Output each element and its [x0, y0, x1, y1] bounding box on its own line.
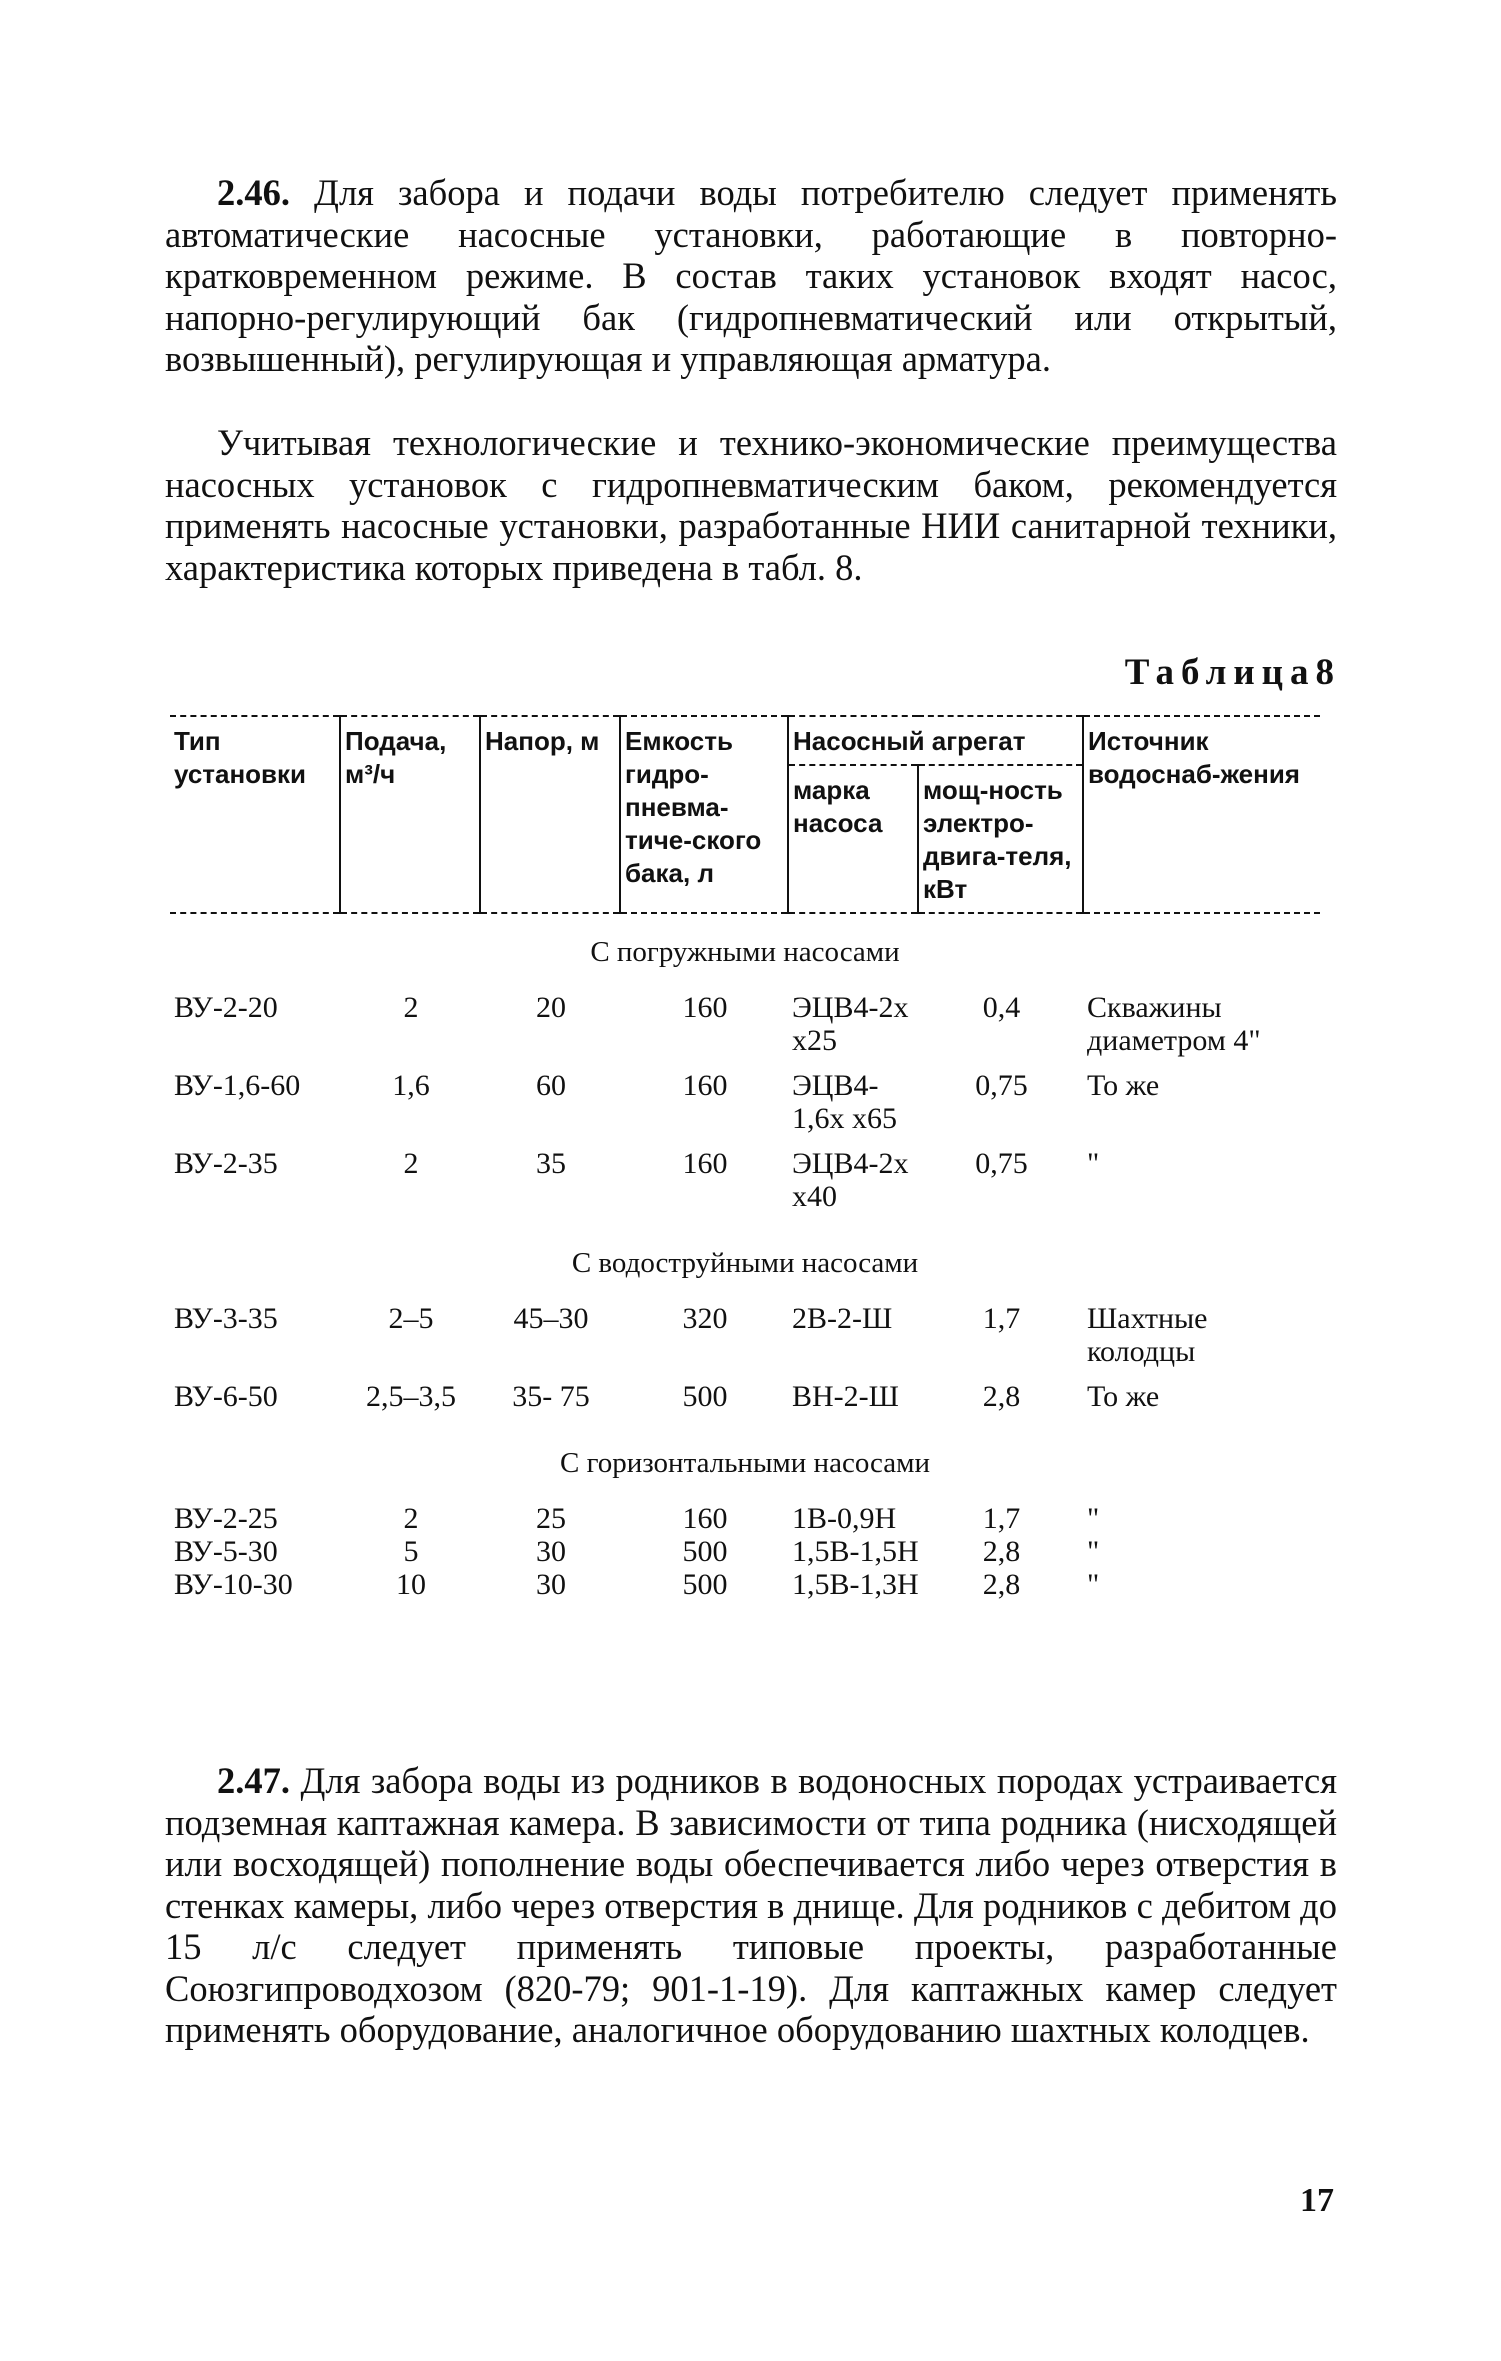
table-cell: 500	[682, 1380, 728, 1413]
paragraph-2-47	[165, 1760, 1337, 2051]
row-spacer	[170, 1368, 1320, 1380]
table-cell: Скважины диаметром 4"	[1087, 991, 1261, 1057]
table-cell: ВУ-10-30	[174, 1568, 293, 1601]
row-spacer	[170, 1413, 1320, 1425]
table-cell: ВУ-6-50	[174, 1380, 278, 1413]
table-cell: ЭЦВ4-2х х40	[792, 1147, 909, 1213]
table-cell: 2	[403, 1502, 419, 1535]
header-source: Источник водоснаб-жения	[1083, 716, 1320, 913]
table-cell: 5	[403, 1535, 419, 1568]
table-cell: 1,5В-1,3Н	[792, 1568, 919, 1601]
table-row	[170, 991, 1320, 1057]
paragraph-2-46-continued	[165, 422, 1337, 588]
table-cell: 2,8	[982, 1568, 1021, 1601]
table-cell: 500	[682, 1535, 728, 1568]
table-row	[170, 1568, 1320, 1601]
table-row	[170, 1302, 1320, 1368]
header-pump-group: Насосный агрегат	[788, 716, 1083, 765]
table-cell: ВУ-2-35	[174, 1147, 278, 1180]
table-caption: Таблица8	[1124, 652, 1341, 693]
table-cell: ВУ-2-25	[174, 1502, 278, 1535]
table-cell: 1,6	[392, 1069, 430, 1102]
table-cell: 2,5–3,5	[366, 1380, 456, 1413]
table-cell: 0,75	[975, 1147, 1028, 1180]
table-cell: 35- 75	[512, 1380, 590, 1413]
table-cell: 1,7	[982, 1502, 1021, 1535]
table-cell: 35	[536, 1147, 566, 1180]
paragraph-number: 2.46.	[217, 172, 290, 213]
header-flow: Подача, м³/ч	[340, 716, 480, 913]
table-cell: 160	[682, 991, 728, 1024]
header-tank: Емкость гидро-пневма-тиче-ского бака, л	[620, 716, 788, 913]
table-row	[170, 1069, 1320, 1135]
row-spacer	[170, 1135, 1320, 1147]
row-spacer	[170, 1057, 1320, 1069]
row-spacer-cell	[170, 1413, 1320, 1425]
table-cell: ВУ-5-30	[174, 1535, 278, 1568]
paragraph-number: 2.47.	[217, 1760, 290, 1801]
paragraph-text: Учитывая технологические и технико-экономические преимущества насосных установок с гидропневматическим баком, рекомендуется применять насосные установки, разработанные НИИ санитарной техники, характеристика которых приведена в табл. 8.	[165, 422, 1337, 588]
table-cell: ВУ-1,6-60	[174, 1069, 301, 1102]
table-cell: 160	[682, 1069, 728, 1102]
table-cell: 1В-0,9Н	[792, 1502, 897, 1535]
table-row	[170, 1535, 1320, 1568]
table-cell: 45–30	[513, 1302, 589, 1335]
section-title: С погружными насосами	[590, 936, 900, 968]
paragraph-2-46	[165, 172, 1337, 380]
table-cell: 20	[536, 991, 566, 1024]
section-title: С водоструйными насосами	[571, 1247, 919, 1279]
table-cell: 25	[536, 1502, 566, 1535]
table-cell: "	[1087, 1147, 1100, 1180]
table-cell: ВУ-3-35	[174, 1302, 278, 1335]
page-number: 17	[1300, 2182, 1334, 2219]
table-cell: То же	[1087, 1380, 1160, 1413]
table-cell: 2,8	[982, 1380, 1021, 1413]
section-title: С горизонтальными насосами	[559, 1447, 931, 1479]
table-cell: 0,4	[982, 991, 1021, 1024]
row-spacer-cell	[170, 1057, 1320, 1069]
pump-installations-table	[170, 715, 1320, 1601]
table-cell: ЭЦВ4-1,6х х65	[792, 1069, 897, 1135]
table-cell: ВУ-2-20	[174, 991, 278, 1024]
table-cell: 30	[536, 1535, 566, 1568]
table-cell: 0,75	[975, 1069, 1028, 1102]
table-cell: "	[1087, 1502, 1100, 1535]
row-spacer-cell	[170, 1368, 1320, 1380]
header-head: Напор, м	[480, 716, 620, 913]
table-cell: 320	[682, 1302, 728, 1335]
header-pump-brand: марка насоса	[788, 765, 918, 913]
table-cell: 1,7	[982, 1302, 1021, 1335]
section-row	[170, 1425, 1320, 1502]
table-cell: "	[1087, 1535, 1100, 1568]
table-cell: 160	[682, 1502, 728, 1535]
header-motor-power: мощ-ность электро-двига-теля, кВт	[918, 765, 1083, 913]
table-cell: 2	[403, 991, 419, 1024]
paragraph-text: Для забора и подачи воды потребителю следует применять автоматические насосные установки, работающие в повторно-кратковременном режиме. В состав таких установок входят насос, напорно-регулирующий бак (гидропневматический или открытый, возвышенный), регулирующая и управляющая арматура.	[165, 172, 1337, 379]
table-row	[170, 1147, 1320, 1213]
row-spacer-cell	[170, 1213, 1320, 1225]
table-cell: 60	[536, 1069, 566, 1102]
section-row	[170, 913, 1320, 991]
table-cell: 2,8	[982, 1535, 1021, 1568]
table-cell: 2	[403, 1147, 419, 1180]
table-cell: Шахтные колодцы	[1087, 1302, 1208, 1368]
header-type: Тип установки	[170, 716, 340, 913]
table-cell: 500	[682, 1568, 728, 1601]
table-cell: То же	[1087, 1069, 1160, 1102]
table-cell: 1,5В-1,5Н	[792, 1535, 919, 1568]
table-cell: 30	[536, 1568, 566, 1601]
table-cell: 160	[682, 1147, 728, 1180]
table-cell: "	[1087, 1568, 1100, 1601]
table-cell: 10	[396, 1568, 426, 1601]
table-body	[170, 913, 1320, 1601]
paragraph-text: Для забора воды из родников в водоносных породах устраивается подземная каптажная камера. В зависимости от типа родника (нисходящей или восходящей) пополнение воды обеспечивается либо через отверстия в стенках камеры, либо через отверстия в днище. Для родников с дебитом до 15 л/с следует применять типовые проекты, разработанные Союзгипроводхозом (820-79; 901-1-19). Для каптажных камер следует применять оборудование, аналогичное оборудованию шахтных колодцев.	[165, 1760, 1337, 2050]
section-row	[170, 1225, 1320, 1302]
table-cell: 2В-2-Ш	[792, 1302, 893, 1335]
row-spacer	[170, 1213, 1320, 1225]
table-row	[170, 1502, 1320, 1535]
table-cell: 2–5	[388, 1302, 434, 1335]
table-cell: ЭЦВ4-2х х25	[792, 991, 909, 1057]
table-cell: ВН-2-Ш	[792, 1380, 899, 1413]
table-row	[170, 1380, 1320, 1413]
row-spacer-cell	[170, 1135, 1320, 1147]
